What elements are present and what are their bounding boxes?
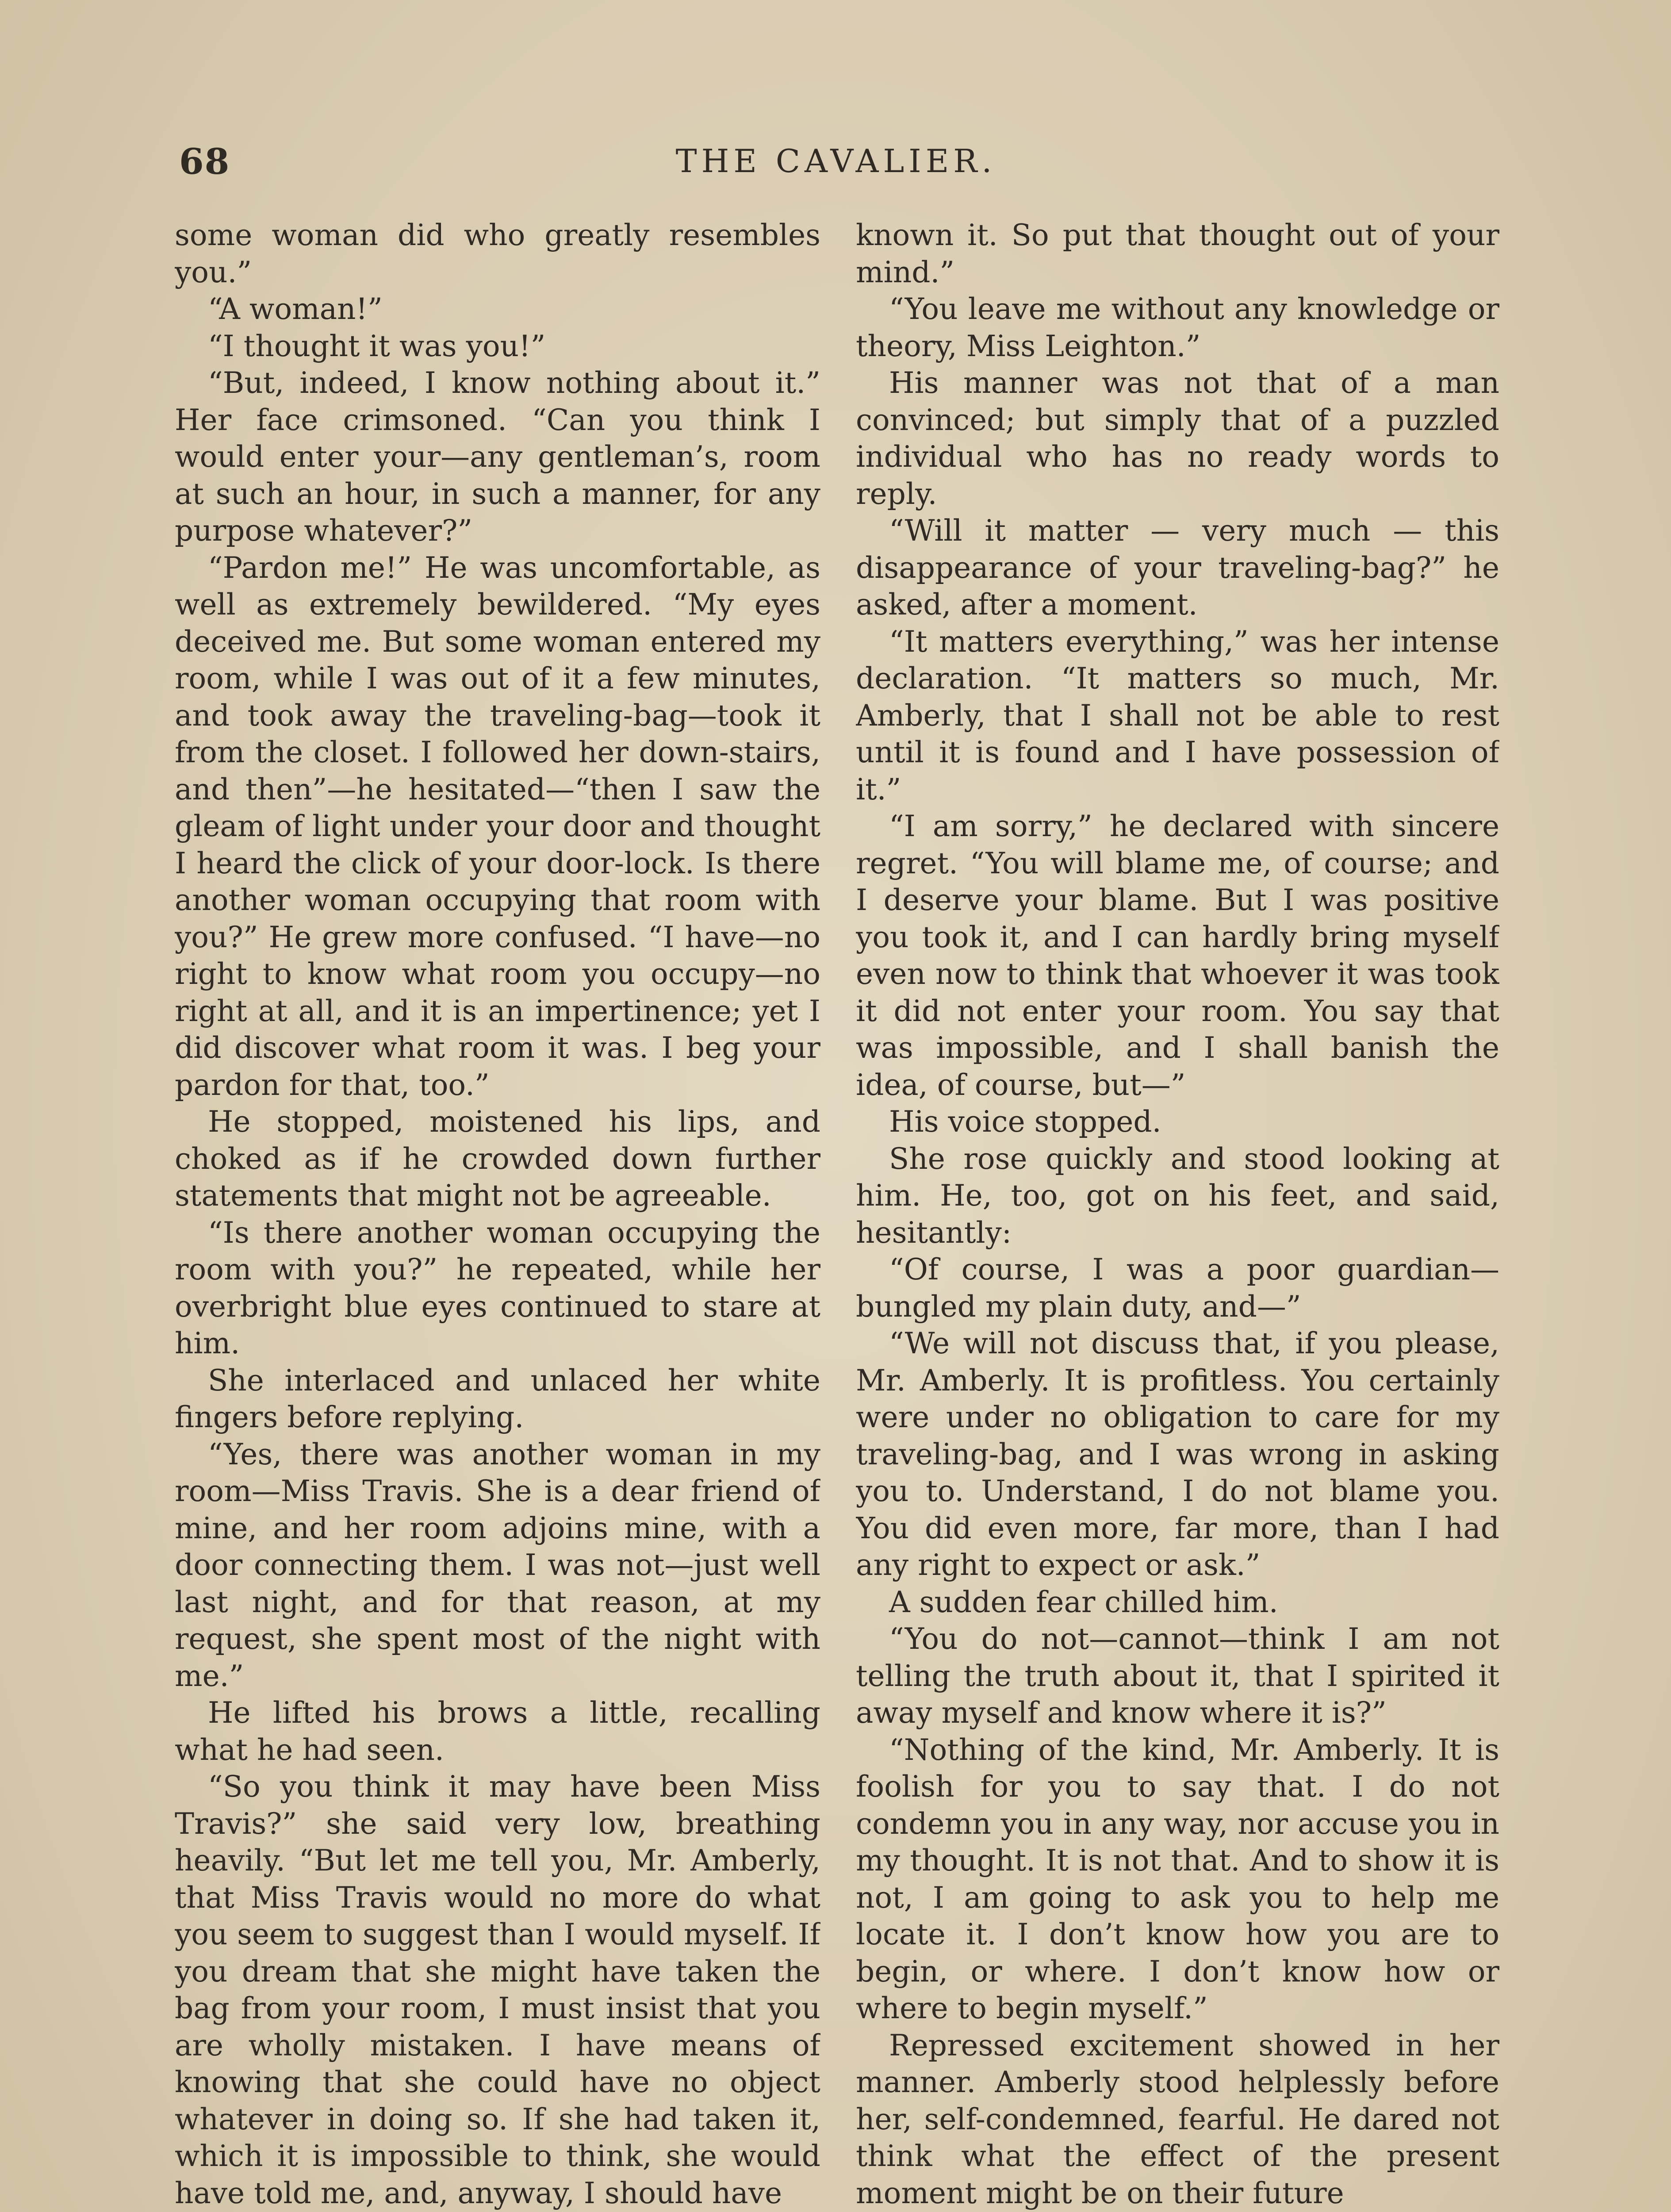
paragraph: “Will it matter — very much — this disappearance of your traveling-bag?” he asked, after a moment.	[856, 514, 1499, 622]
paragraph: “A woman!”	[208, 292, 383, 326]
paragraph: some woman did who greatly resembles you.”	[175, 218, 820, 289]
paragraph: He stopped, moistened his lips, and choked as if he crowded down further statements that might not be agreeable.	[175, 1105, 820, 1213]
paragraph: Repressed excitement showed in her manner. Amberly stood helplessly before her, self-condemned, fearful. He dared not think what the effect of the present moment might be on their future	[856, 2028, 1499, 2210]
page-header	[175, 141, 1497, 189]
paragraph: “Of course, I was a poor guardian—bungled my plain duty, and—”	[856, 1252, 1499, 1324]
paragraph: She rose quickly and stood looking at him. He, too, got on his feet, and said, hesitantly:	[856, 1141, 1499, 1250]
running-title: THE CAVALIER.	[675, 142, 996, 180]
paragraph: “You do not—cannot—think I am not telling the truth about it, that I spirited it away myself and know where it is?”	[856, 1622, 1499, 1730]
paragraph: “Yes, there was another woman in my room—Miss Travis. She is a dear friend of mine, and her room adjoins mine, with a door connecting them. I was not—just well last night, and for that reason, at my request, she spent most of the night with me.”	[175, 1437, 820, 1693]
paragraph: He lifted his brows a little, recalling what he had seen.	[175, 1696, 820, 1767]
paragraph: His voice stopped.	[889, 1105, 1161, 1139]
paragraph: “It matters everything,” was her intense declaration. “It matters so much, Mr. Amberly, that I shall not be able to rest until it is found and I have possession of it.”	[856, 624, 1499, 806]
paragraph: “Pardon me!” He was uncomfortable, as well as extremely bewildered. “My eyes deceived me. But some woman entered my room, while I was out of it a few minutes, and took away the traveling-bag—took it from the closet. I followed her down-stairs, and then”—he hesitated—“then I saw the gleam of light under your door and thought I heard the click of your door-lock. Is there another woman occupying that room with you?” He grew more confused. “I have—no right to know what room you occupy—no right at all, and it is an impertinence; yet I did discover what room it was. I beg your pardon for that, too.”	[175, 550, 820, 1102]
paragraph: “So you think it may have been Miss Travis?” she said very low, breathing heavily. “But let me tell you, Mr. Amberly, that Miss Travis would no more do what you seem to suggest than I would myself. If you dream that she might have taken the bag from your room, I must insist that you are wholly mistaken. I have means of knowing that she could have no object whatever in doing so. If she had taken it, which it is impossible to think, she would have told me, and, anyway, I should have	[175, 1770, 820, 2210]
left-text-column	[175, 217, 820, 2212]
paragraph: known it. So put that thought out of your mind.”	[856, 218, 1499, 289]
page-number: 68	[179, 141, 230, 182]
paragraph: “We will not discuss that, if you please, Mr. Amberly. It is profitless. You certainly were under no obligation to care for my traveling-bag, and I was wrong in asking you to. Understand, I do not blame you. You did even more, far more, than I had any right to expect or ask.”	[856, 1326, 1499, 1582]
paragraph: “I thought it was you!”	[208, 329, 546, 363]
right-text-column	[856, 217, 1499, 2212]
paragraph: She interlaced and unlaced her white fingers before replying.	[175, 1363, 820, 1434]
paragraph: “Nothing of the kind, Mr. Amberly. It is foolish for you to say that. I do not condemn you in any way, nor accuse you in my thought. It is not that. And to show it is not, I am going to ask you to help me locate it. I don’t know how you are to begin, or where. I don’t know how or where to begin myself.”	[856, 1732, 1499, 2025]
paragraph: His manner was not that of a man convinced; but simply that of a puzzled individual who has no ready words to reply.	[856, 366, 1499, 511]
paragraph: “You leave me without any knowledge or theory, Miss Leighton.”	[856, 292, 1499, 363]
paragraph: A sudden fear chilled him.	[889, 1585, 1278, 1619]
paragraph: “Is there another woman occupying the room with you?” he repeated, while her overbright blue eyes continued to stare at him.	[175, 1215, 820, 1360]
paragraph: “But, indeed, I know nothing about it.” Her face crimsoned. “Can you think I would enter your—any gentleman’s, room at such an hour, in such a manner, for any purpose whatever?”	[175, 366, 820, 548]
paragraph: “I am sorry,” he declared with sincere regret. “You will blame me, of course; and I deserve your blame. But I was positive you took it, and I can hardly bring myself even now to think that whoever it was took it did not enter your room. You say that was impossible, and I shall banish the idea, of course, but—”	[856, 809, 1499, 1102]
